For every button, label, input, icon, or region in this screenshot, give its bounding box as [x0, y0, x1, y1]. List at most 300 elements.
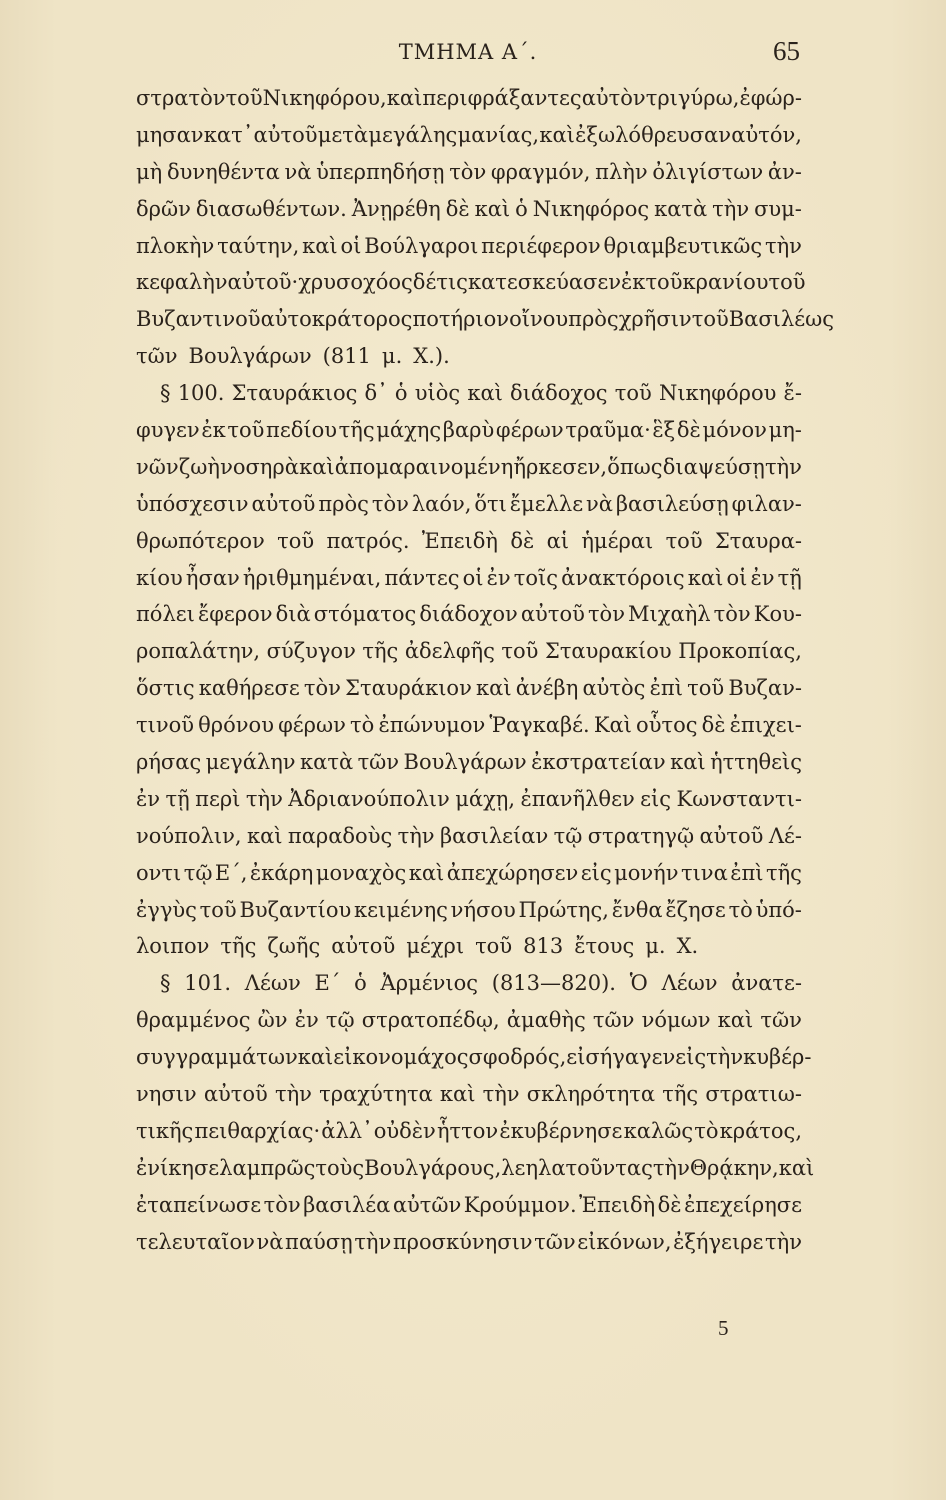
text-word: ἐξήγειρε — [673, 1229, 764, 1254]
text-word: ἐπὶ — [649, 676, 683, 701]
text-word: Βασιλέως — [728, 307, 834, 332]
text-word: καὶ — [670, 750, 706, 775]
text-word: μὴ — [136, 159, 163, 184]
text-word: σκληρότητα — [526, 1082, 656, 1107]
text-word: τῶν — [136, 344, 178, 369]
text-word: Ἐπειδὴ — [579, 1192, 656, 1217]
text-word: Λέων — [661, 971, 718, 996]
text-word: δὲ — [510, 528, 535, 553]
text-word: νῶν — [136, 454, 179, 479]
text-word: καλῶς — [623, 1118, 694, 1143]
text-word: ἔμελλε — [509, 491, 584, 516]
text-word: τῆς — [362, 639, 399, 664]
text-word: στόματος — [313, 602, 417, 627]
text-word: παραδοὺς — [287, 823, 393, 848]
text-word: ἐπὶ — [730, 860, 764, 885]
text-word: ἀδελφῆς — [404, 639, 495, 664]
text-word: τινα — [680, 860, 728, 885]
text-line — [136, 892, 802, 929]
text-word: καὶ — [408, 860, 445, 885]
text-word: τοῦ — [277, 528, 315, 553]
text-word: ρήσας — [136, 750, 202, 775]
text-word: θρωπότερον — [136, 528, 265, 553]
text-word: αὐτόν, — [731, 122, 802, 147]
text-word: ἐν — [294, 1008, 319, 1033]
text-word: χρῆσιν — [618, 307, 692, 332]
text-word: τοῦ — [227, 418, 265, 443]
text-word: (813—820). — [491, 971, 616, 996]
text-word: ἀνέβη — [515, 676, 579, 701]
text-word: οὐδὲν — [373, 1118, 436, 1143]
text-word: μησαν — [136, 122, 204, 147]
text-word: ἐκστρατείαν — [531, 750, 666, 775]
body-text — [136, 80, 834, 1261]
text-word: ἔνθα — [611, 897, 663, 922]
text-word: καὶ — [467, 381, 503, 406]
text-word: ὁ — [515, 196, 528, 221]
text-word: πειθαρχίας· — [194, 1118, 321, 1143]
text-word: δέ — [412, 270, 437, 295]
text-word: τῷ — [183, 860, 213, 885]
text-word: σφοδρός, — [468, 1045, 567, 1070]
text-word: ἀνακτόροις — [561, 565, 685, 590]
text-word: πόλει — [136, 602, 195, 627]
text-word: ἔφερον — [197, 602, 273, 627]
text-word: διάδοχος — [510, 381, 608, 406]
text-word: μεγάλης — [368, 122, 458, 147]
text-word: νησιν — [136, 1082, 197, 1107]
text-word: οἴνου — [509, 307, 569, 332]
text-word: τοῦ — [645, 270, 683, 295]
text-word: 813 — [523, 934, 564, 959]
text-word: ἐφώρ- — [739, 86, 802, 110]
text-word: κατὰ — [300, 750, 354, 775]
text-word: ἓξ — [652, 418, 676, 443]
text-word: καὶ — [539, 122, 575, 147]
text-word: Κου- — [753, 602, 802, 627]
text-word: ἤρκεσεν, — [513, 454, 608, 479]
text-word: εἰσήγαγεν — [566, 1045, 676, 1070]
text-word: Ἐπειδὴ — [421, 528, 498, 553]
text-word: τῆς — [220, 934, 257, 959]
text-word: τὸν — [587, 602, 625, 627]
text-word: Ἀδριανούπολιν — [288, 786, 450, 811]
text-word: φυγεν — [136, 418, 200, 443]
text-word: Βουλγάρους, — [364, 1155, 502, 1180]
text-word: τῇ — [777, 565, 802, 590]
text-word: Βουλγάρων — [403, 750, 527, 775]
text-word: Καὶ — [593, 713, 632, 738]
text-word: τοῦ — [199, 897, 237, 922]
text-line — [136, 154, 802, 191]
text-word: Σταυρακίου — [544, 639, 672, 664]
text-word: ἐκ — [201, 418, 226, 443]
text-word: ἔζησε — [665, 897, 726, 922]
text-word: Βουλγάρων — [188, 344, 312, 369]
text-word: 101. — [184, 971, 232, 996]
text-word: πρὸς — [318, 491, 369, 516]
text-word: τὴν — [397, 823, 435, 848]
text-word: οἱ — [726, 565, 748, 590]
text-line — [136, 744, 802, 781]
text-line — [136, 818, 802, 855]
text-word: ἐν — [750, 565, 775, 590]
text-word: ἐγγὺς — [136, 897, 197, 922]
text-line — [136, 264, 806, 301]
text-word: Νικηφόρου, — [262, 86, 387, 110]
text-word: τοῦ — [475, 934, 513, 959]
text-word: λαμπρῶς — [219, 1155, 316, 1180]
text-word: κρανίου — [682, 270, 769, 295]
text-word: τῇ — [165, 786, 190, 811]
text-word: αὐτοῦ — [331, 934, 396, 959]
text-word: μοναχὸς — [315, 860, 407, 885]
text-word: τῷ — [325, 1008, 355, 1033]
text-word: δυνηθέντα — [166, 159, 280, 184]
text-word: εἰκόνων, — [577, 1229, 672, 1254]
text-word: φέρων — [495, 418, 564, 443]
text-word: καὶ — [687, 565, 724, 590]
text-word: ἐπιχει- — [729, 713, 802, 738]
text-word: περιφράξαντες — [422, 86, 582, 110]
text-word: ἐπανῆλθεν — [520, 786, 635, 811]
text-word: τραχύτητα — [319, 1082, 433, 1107]
text-word: αὐτὸν — [581, 86, 646, 110]
text-word: τῆς — [765, 860, 802, 885]
text-word: τῆς — [662, 1082, 699, 1107]
text-word: Ε΄, — [214, 860, 248, 885]
text-word: καθήρεσε — [198, 676, 300, 701]
text-word: τινοῦ — [136, 713, 195, 738]
text-word: τὸ — [694, 1118, 719, 1143]
text-word: διασωθέντων. — [195, 196, 347, 221]
text-word: Θρᾴκην, — [689, 1155, 779, 1180]
text-word: μάχῃ, — [455, 786, 516, 811]
text-word: μανίας, — [457, 122, 540, 147]
text-word: Κωνσταντι- — [676, 786, 802, 811]
text-word: διάδοχον — [419, 602, 518, 627]
text-word: ἐκυβέρνησε — [499, 1118, 623, 1143]
text-word: τὸν — [713, 602, 751, 627]
text-word: τὸ — [728, 897, 753, 922]
text-word: οντι — [136, 860, 182, 885]
text-word: μ. — [381, 344, 403, 369]
text-word: βαρὺ — [442, 418, 495, 443]
text-word: καὶ — [246, 823, 283, 848]
text-word: νὰ — [284, 159, 312, 184]
text-line — [136, 375, 802, 412]
text-word: συμ- — [754, 196, 802, 221]
text-word: αὐτοῦ — [520, 602, 585, 627]
text-word: Κρούμμον. — [463, 1192, 577, 1217]
text-word: ἐπώνυμον — [378, 713, 486, 738]
text-word: Λέων — [244, 971, 301, 996]
text-word: ἡμέραι — [581, 528, 654, 553]
text-word: κίου — [136, 565, 183, 590]
text-word: δὲ — [701, 713, 726, 738]
text-line — [136, 486, 802, 523]
text-word: μάχης — [376, 418, 442, 443]
text-word: ὅστις — [136, 676, 195, 701]
text-word: κεφαλὴν — [136, 270, 228, 295]
text-word: αὐτοῦ — [699, 823, 764, 848]
text-word: ἔ- — [783, 381, 802, 406]
text-word: μη- — [768, 418, 802, 443]
text-word: ἐν — [136, 786, 161, 811]
text-word: πλὴν — [595, 159, 648, 184]
text-word: νήσου — [450, 897, 516, 922]
text-line — [136, 1076, 802, 1113]
text-word: τὸν — [303, 676, 341, 701]
text-word: σύζυγον — [266, 639, 356, 664]
text-word: υἱὸς — [414, 381, 461, 406]
text-word: διὰ — [275, 602, 311, 627]
text-word: καὶ — [778, 1155, 815, 1180]
text-word: ὅτι — [474, 491, 507, 516]
text-word: ὑπόσχεσιν — [136, 491, 249, 516]
text-word: φέρων — [278, 713, 346, 738]
text-word: θρόνου — [198, 713, 274, 738]
text-line — [136, 117, 802, 154]
text-word: στρατὸν — [136, 86, 226, 110]
text-word: χρυσοχόος — [298, 270, 413, 295]
text-word: Σταυράκιος — [231, 381, 358, 406]
text-word: τικῆς — [136, 1118, 194, 1143]
running-head — [136, 36, 800, 72]
text-word: κυβέρ- — [743, 1045, 812, 1070]
text-word: ἀλλ᾽ — [321, 1118, 373, 1143]
text-word: Βυζαντινοῦ — [136, 307, 261, 332]
text-line — [136, 707, 802, 744]
text-line — [136, 965, 802, 1002]
text-word: ἀν- — [767, 159, 802, 184]
text-word: νὰ — [586, 491, 613, 516]
text-word: λαόν, — [411, 491, 472, 516]
text-word: τὴν — [764, 233, 802, 258]
text-word: Ἀνῃρέθη — [351, 196, 441, 221]
text-word: ἐν — [486, 565, 511, 590]
text-word: ἐπεχείρησε — [684, 1192, 802, 1217]
text-word: ζωὴ — [178, 454, 220, 479]
text-line — [136, 301, 834, 338]
text-word: μέχρι — [406, 934, 465, 959]
text-word: δὲ — [657, 1192, 682, 1217]
text-word: αὐτῶν — [392, 1192, 462, 1217]
text-word: καὶ — [299, 454, 335, 479]
text-word: πάντες — [384, 565, 460, 590]
text-line — [136, 449, 802, 486]
text-word: ὑπό- — [755, 897, 802, 922]
text-word: τὴν — [482, 1082, 520, 1107]
text-word: κατεσκεύασεν — [467, 270, 622, 295]
text-word: φιλαν- — [731, 491, 802, 516]
text-word: ἐνίκησε — [136, 1155, 220, 1180]
text-word: τοῦ — [614, 381, 652, 406]
text-line — [136, 1002, 802, 1039]
text-word: αὐτοῦ· — [227, 270, 299, 295]
text-word: συγγραμμάτων — [136, 1045, 298, 1070]
text-word: προσκύνησιν — [392, 1229, 533, 1254]
text-word: τῶν — [592, 1008, 635, 1033]
text-word: τοῦ — [225, 86, 263, 110]
text-word: λεηλατοῦντας — [501, 1155, 653, 1180]
text-word: στρατιω- — [705, 1082, 802, 1107]
text-word: δρῶν — [136, 196, 191, 221]
text-word: ἦσαν — [185, 565, 240, 590]
text-word: παύσῃ — [285, 1229, 353, 1254]
text-word: διαψεύσῃ — [662, 454, 765, 479]
text-word: καὶ — [439, 1082, 476, 1107]
text-word: ἀπεχώρησεν — [446, 860, 579, 885]
text-word: αἱ — [546, 528, 569, 553]
text-word: φραγμόν, — [490, 159, 591, 184]
text-word: νόμων — [641, 1008, 711, 1033]
text-word: τῶν — [534, 1229, 576, 1254]
text-word: τὸν — [371, 491, 409, 516]
text-word: καὶ — [297, 1045, 334, 1070]
text-word: τοῦ — [768, 270, 806, 295]
text-word: πατρός. — [326, 528, 410, 553]
text-word: τῶν — [760, 1008, 802, 1033]
text-word: τὴν — [652, 1155, 690, 1180]
text-word: πεδίου — [266, 418, 337, 443]
text-word: Λέ- — [768, 823, 802, 848]
text-word: ἧττον — [436, 1118, 499, 1143]
text-word: Σταυρα- — [714, 528, 802, 553]
text-word: ὀλιγίστων — [652, 159, 764, 184]
text-word: μ. — [645, 934, 666, 959]
text-word: τὴν — [274, 1082, 312, 1107]
text-word: στρατοπέδῳ, — [361, 1008, 500, 1033]
text-word: Πρώτης, — [518, 897, 609, 922]
text-line — [136, 670, 802, 707]
text-word: τὴν — [354, 1229, 392, 1254]
text-word: τοῦ — [687, 676, 725, 701]
text-word: οἱ — [340, 233, 362, 258]
text-word: τὸν — [449, 159, 487, 184]
text-word: 100. — [177, 381, 225, 406]
text-line — [136, 1224, 802, 1261]
text-word: τοῦ — [501, 639, 539, 664]
text-word: αὐτὸς — [582, 676, 646, 701]
text-word: βασιλέα — [303, 1192, 391, 1217]
text-line — [136, 633, 802, 670]
text-word: ἔτους — [574, 934, 635, 959]
text-word: Χ.). — [413, 344, 450, 369]
text-word: αὐτοῦ — [251, 491, 316, 516]
text-word: ὢν — [257, 1008, 288, 1033]
text-word: ἐκ — [621, 270, 646, 295]
text-word: μόνον — [702, 418, 767, 443]
text-word: κειμένης — [354, 897, 448, 922]
text-word: ταύτην, — [217, 233, 300, 258]
section-title: ΤΜΗΜΑ Α΄. — [398, 40, 538, 64]
text-word: πρὸς — [568, 307, 619, 332]
text-word: ἀπομαραινομένη — [334, 454, 514, 479]
text-word: δ᾽ — [364, 381, 388, 406]
text-word: τῷ — [553, 823, 583, 848]
text-word: τὴν — [765, 1229, 802, 1254]
text-word: τις — [436, 270, 468, 295]
text-word: ζωῆς — [267, 934, 321, 959]
text-word: ἠριθμημέναι, — [242, 565, 382, 590]
text-word: νὰ — [256, 1229, 284, 1254]
text-line — [136, 338, 802, 375]
text-word: Βυζαντίου — [239, 897, 352, 922]
text-word: Βυζαν- — [728, 676, 802, 701]
text-word: κατ᾽ — [203, 122, 254, 147]
text-word: Σταυράκιον — [345, 676, 472, 701]
text-word: ἐξωλόθρευσαν — [575, 122, 731, 147]
text-word: θραμμένος — [136, 1008, 251, 1033]
text-word: Νικηφόρου — [658, 381, 777, 406]
text-word: Νικηφόρος — [532, 196, 650, 221]
text-word: δὲ — [445, 196, 470, 221]
text-word: Ἀρμένιος — [380, 971, 478, 996]
text-word: τὸν — [263, 1192, 301, 1217]
text-word: τοῦ — [665, 528, 703, 553]
text-word: ὑπερπηδήσῃ — [316, 159, 445, 184]
text-word: ροπαλάτην, — [136, 639, 261, 664]
text-word: αὐτοῦ — [253, 122, 318, 147]
text-word: τῶν — [357, 750, 400, 775]
text-line — [136, 80, 802, 117]
text-line — [136, 928, 802, 965]
text-word: δὲ — [676, 418, 701, 443]
text-word: μετὰ — [317, 122, 369, 147]
text-word: Μιχαὴλ — [628, 602, 711, 627]
text-word: καὶ — [386, 86, 423, 110]
text-word: ὁ — [354, 971, 367, 996]
text-word: τὸ — [350, 713, 375, 738]
text-word: περὶ — [195, 786, 241, 811]
text-word: βασιλείαν — [439, 823, 549, 848]
text-word: εἰς — [640, 786, 672, 811]
text-word: τὴν — [764, 454, 802, 479]
text-word: τριγύρω, — [645, 86, 740, 110]
text-word: Χ. — [676, 934, 699, 959]
text-word: ὅπως — [607, 454, 663, 479]
text-word: ἐκάρη — [249, 860, 314, 885]
text-word: πλοκὴν — [136, 233, 215, 258]
text-word: νούπολιν, — [136, 823, 242, 848]
text-line — [136, 1150, 815, 1187]
text-line — [136, 596, 802, 633]
text-line — [136, 1039, 812, 1076]
text-word: Προκοπίας, — [678, 639, 802, 664]
text-line — [136, 781, 802, 818]
text-word: εἰς — [675, 1045, 707, 1070]
text-word: § — [160, 381, 171, 406]
text-word: τραῦμα· — [565, 418, 651, 443]
text-word: νοσηρὰ — [220, 454, 299, 479]
text-word: τελευταῖον — [136, 1229, 255, 1254]
text-word: (811 — [322, 344, 371, 369]
text-word: Ὁ — [629, 971, 648, 996]
text-word: ἀνατε- — [731, 971, 802, 996]
text-word: βασιλεύσῃ — [615, 491, 729, 516]
text-word: Ῥαγκαβέ. — [489, 713, 590, 738]
text-word: ἀμαθὴς — [506, 1008, 586, 1033]
page-number: 65 — [773, 36, 800, 66]
text-word: στρατηγῷ — [587, 823, 695, 848]
text-word: θριαμβευτικῶς — [603, 233, 763, 258]
text-word: § — [160, 971, 171, 996]
text-word: αὐτοῦ — [203, 1082, 268, 1107]
text-line — [136, 560, 802, 597]
text-word: περιέφερον — [481, 233, 601, 258]
text-line — [136, 1187, 802, 1224]
